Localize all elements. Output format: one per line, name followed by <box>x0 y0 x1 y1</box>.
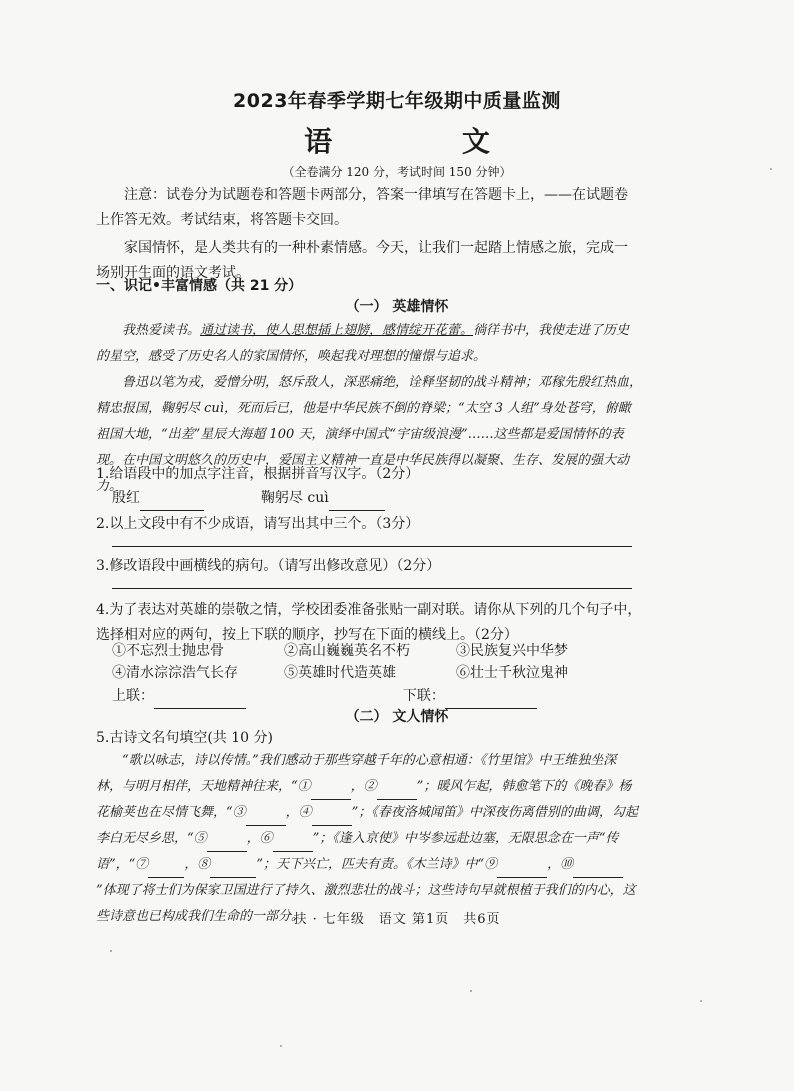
q3-answer-line[interactable] <box>112 588 632 589</box>
question-5: 5.古诗文名句填空(共 10 分) <box>96 730 273 746</box>
page-title: 2023年春季学期七年级期中质量监测 <box>233 90 561 112</box>
poetry-text: ”体现了将士们为保家卫国进行了持久、激烈悲壮的战斗；这些诗句早就根植于我们的内心，这些诗意也已构成我们生命的一部分。 <box>96 883 636 924</box>
poetry-text: ”；《逢入京使》中岑参远赴边塞，无限思念在一声“传语”，“⑦ <box>96 831 619 872</box>
section-1-heading: 一、识记•丰富情感（共 21 分） <box>96 278 303 294</box>
passage-text: 我热爱读书。 <box>122 323 201 338</box>
q1-answer-a-blank[interactable] <box>140 494 204 511</box>
subject-title: 语 文 <box>304 125 550 158</box>
poetry-text: ，⑧ <box>184 857 211 872</box>
lower-couplet-label: 下联： <box>402 688 445 704</box>
part-1-heading: （一） 英雄情怀 <box>345 299 449 315</box>
option-3: ③民族复兴中华梦 <box>456 643 568 659</box>
poetry-text: ，② <box>350 779 377 794</box>
question-4: 4.为了表达对英雄的崇敬之情，学校团委准备张贴一副对联。请你从下列的几个句子中，选择相对应的两句，按上下联的顺序，抄写在下面的横线上。（2分） <box>96 602 642 643</box>
option-1: ①不忘烈士抛忠骨 <box>112 643 224 659</box>
poetry-text: ，④ <box>285 805 312 820</box>
couplet-options <box>112 640 632 684</box>
passage-paragraph-2: 鲁迅以笔为戎，爱憎分明，怒斥敌人，深恶痛绝，诠释坚韧的战斗精神；邓稼先殷红热血，精忠报国，鞠躬尽 cuì，死而后已，他是中华民族不倒的脊梁；“太空 3 人组”身处苍穹，俯瞰祖国大地，“出差”星辰大海超 100 天，演绎中国式“宇宙级浪漫”……这些都是爱国情怀的表现。在中国文明悠久的历史中，爱国主义精神一直是中华民族得以凝聚、生存、发展的强大动力。 <box>96 375 643 494</box>
scan-speck <box>770 168 772 170</box>
notice-text: 注意：试卷分为试题卷和答题卡两部分，答案一律填写在答题卡上，——在试题卷上作答无效。考试结束，将答题卡交回。 <box>96 187 628 228</box>
poetry-text: “歌以咏志，诗以传情。”我们感动于那些穿越千年的心意相通：《竹里馆》中王维独坐深林，与明月相伴，天地精神往来，“① <box>96 753 617 794</box>
poetry-text: ，⑥ <box>246 831 273 846</box>
poetry-text: ”；天下兴亡，匹夫有责。《木兰诗》中“⑨ <box>256 857 498 872</box>
q1-answer-b-blank[interactable] <box>329 494 385 511</box>
option-4: ④清水淙淙浩气长存 <box>112 665 238 681</box>
blank-4[interactable] <box>312 809 352 826</box>
blank-7[interactable] <box>148 861 184 878</box>
scan-speck <box>700 1000 702 1002</box>
question-1-answers <box>112 486 652 511</box>
poetry-fill-passage <box>96 748 642 930</box>
blank-8[interactable] <box>210 861 256 878</box>
question-1: 1.给语段中的加点字注音，根据拼音写汉字。（2分） <box>96 466 420 482</box>
blank-2[interactable] <box>377 783 417 800</box>
q1-item-a: 殷红 <box>112 490 140 506</box>
passage-text: 徜徉书中，我使走进了历史的星空，感受了历史名人的家国情怀，唤起我对理想的憧憬与追求。 <box>96 323 630 364</box>
scan-speck <box>280 1045 282 1047</box>
option-5: ⑤英雄时代造英雄 <box>284 665 396 681</box>
q1-item-b: 鞠躬尽 cuì <box>260 490 329 506</box>
option-6: ⑥壮士千秋泣鬼神 <box>456 665 568 681</box>
part-2-heading: （二） 文人情怀 <box>345 709 449 725</box>
blank-5[interactable] <box>207 835 247 852</box>
option-2: ②高山巍巍英名不朽 <box>284 643 410 659</box>
blank-3[interactable] <box>246 809 286 826</box>
blank-10[interactable] <box>573 861 623 878</box>
upper-couplet-label: 上联： <box>112 688 154 704</box>
exam-subtitle: （全卷满分 120 分，考试时间 150 分钟） <box>282 165 512 179</box>
q2-answer-line[interactable] <box>112 546 632 547</box>
page-footer: 扶 · 七年级 语文 第1页 共6页 <box>293 912 501 927</box>
intro-text: 家国情怀，是人类共有的一种朴素情感。今天，让我们一起踏上情感之旅，完成一场别开生面的语文考试。 <box>96 240 628 281</box>
blank-9[interactable] <box>497 861 547 878</box>
poetry-text: ，⑩ <box>547 857 574 872</box>
scan-speck <box>470 990 472 992</box>
question-2: 2.以上文段中有不少成语，请写出其中三个。（3分） <box>96 516 420 532</box>
underlined-sentence: 通过读书，使人思想插上翅膀，感情绽开花蕾。 <box>200 323 474 338</box>
question-3: 3.修改语段中画横线的病句。（请写出修改意见）（2分） <box>96 558 441 574</box>
poetry-text: ”；《春夜洛城闻笛》中深夜伤离借别的曲调，勾起李白无尽乡思，“⑤ <box>96 805 638 846</box>
blank-6[interactable] <box>273 835 313 852</box>
passage-paragraph-1 <box>96 318 642 370</box>
poetry-text: ”；暖风乍起，韩愈笔下的《晚春》杨花榆荚也在尽情飞舞，“③ <box>96 779 632 820</box>
scan-speck <box>110 950 112 952</box>
blank-1[interactable] <box>311 783 351 800</box>
